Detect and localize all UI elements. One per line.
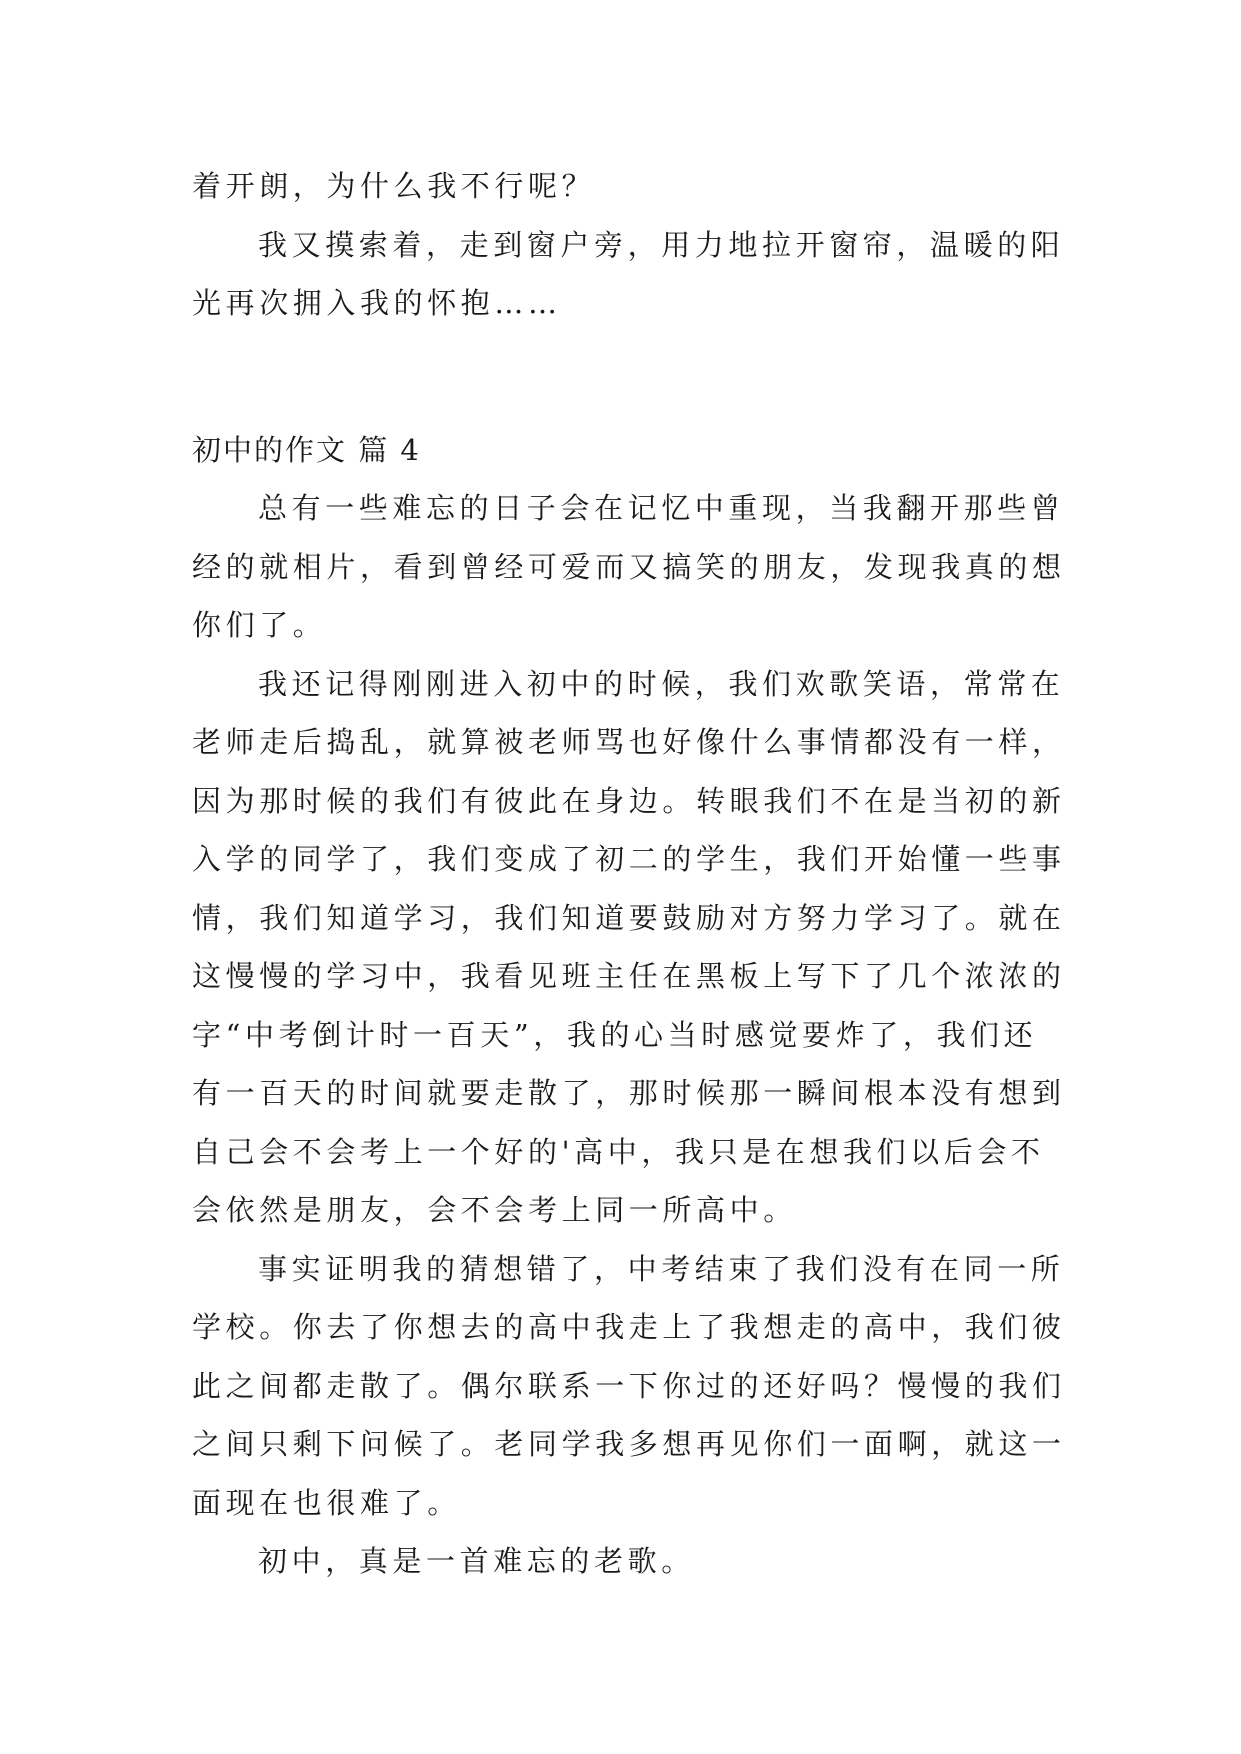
text-line: 老师走后捣乱，就算被老师骂也好像什么事情都没有一样，: [192, 725, 1066, 759]
text-line: 会依然是朋友，会不会考上同一所高中。: [192, 1193, 797, 1227]
text-line: 你们了。: [192, 608, 327, 642]
paragraph-first-line: 事实证明我的猜想错了，中考结束了我们没有在同一所: [258, 1251, 1065, 1286]
paragraph-first-line: 总有一些难忘的日子会在记忆中重现，当我翻开那些曾: [258, 491, 1065, 525]
text-line: 光再次拥入我的怀抱……: [192, 286, 562, 320]
section-heading: 初中的作文 篇 4: [192, 432, 421, 467]
text-line: 面现在也很难了。: [192, 1485, 461, 1520]
text-line: 之间只剩下问候了。老同学我多想再见你们一面啊，就这一: [192, 1427, 1066, 1461]
text-line: 自己会不会考上一个好的'高中，我只是在想我们以后会不: [192, 1134, 1045, 1169]
text-line: 学校。你去了你想去的高中我走上了我想走的高中，我们彼: [192, 1310, 1066, 1344]
document-body: [192, 157, 1066, 1591]
text-line: 入学的同学了，我们变成了初二的学生，我们开始懂一些事: [192, 842, 1066, 876]
text-line: 此之间都走散了。偶尔联系一下你过的还好吗？慢慢的我们: [192, 1368, 1066, 1403]
text-line: 这慢慢的学习中，我看见班主任在黑板上写下了几个浓浓的: [192, 959, 1066, 993]
paragraph-first-line: 我还记得刚刚进入初中的时候，我们欢歌笑语，常常在: [258, 666, 1065, 701]
text-line: 因为那时候的我们有彼此在身边。转眼我们不在是当初的新: [192, 783, 1066, 818]
paragraph-first-line: 我又摸索着，走到窗户旁，用力地拉开窗帘，温暖的阳: [258, 227, 1065, 262]
text-line: 着开朗，为什么我不行呢？: [192, 169, 596, 203]
text-line: 字“中考倒计时一百天”，我的心当时感觉要炸了，我们还: [192, 1017, 1038, 1052]
paragraph-first-line: 初中，真是一首难忘的老歌。: [258, 1544, 695, 1578]
text-line: 情，我们知道学习，我们知道要鼓励对方努力学习了。就在: [192, 900, 1066, 935]
text-line: 经的就相片，看到曾经可爱而又搞笑的朋友，发现我真的想: [192, 549, 1066, 584]
section-gap: [192, 333, 1062, 421]
text-line: 有一百天的时间就要走散了，那时候那一瞬间根本没有想到: [192, 1076, 1066, 1110]
